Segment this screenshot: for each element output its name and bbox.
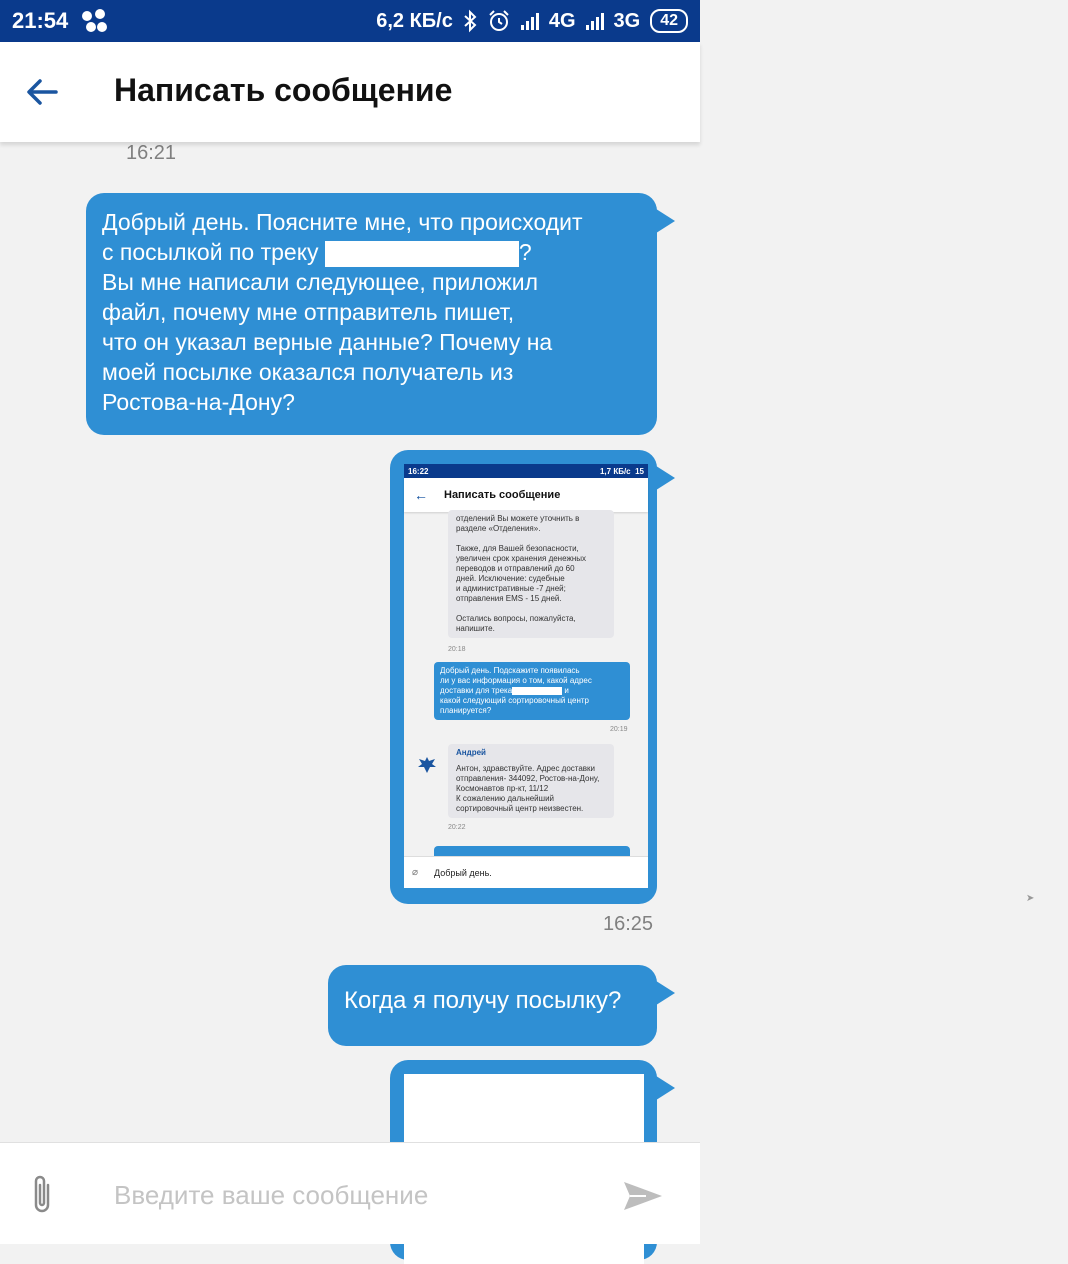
status-time: 21:54 [12,8,69,33]
paperclip-icon[interactable] [26,1173,58,1217]
composer-bar [0,1142,700,1244]
send-icon[interactable] [622,1179,664,1213]
redacted-tracking-number [325,241,519,267]
message-list[interactable] [0,142,1035,1142]
mini-input-bar: ⌀ Добрый день. ➤ [404,856,648,888]
outgoing-message[interactable] [328,965,657,1046]
mini-incoming-message: отделений Вы можете уточнить в разделе «Отделения». Также, для Вашей безопасности, увеличен срок хранения денежных переводов и отправлений до 60 дней. Исключение: судебные и административные -7 дней; отправления EMS - 15 дней. Остались вопросы, пожалуйста, напишите. [448,510,614,638]
mini-status-bar: 16:22 1,7 КБ/с 15 [404,464,648,478]
alarm-icon [487,9,511,33]
mini-redacted-tracking-number [512,687,562,695]
outgoing-message[interactable] [86,193,657,435]
mini-arrow-left-icon: ← [414,487,428,503]
page-title: Написать сообщение [114,72,453,108]
message-input[interactable] [114,1173,594,1217]
network-type-1: 4G [548,9,576,32]
mini-send-icon: ➤ [1026,893,1035,904]
eagle-emblem-icon [416,754,438,776]
message-time: 16:25 [603,913,654,935]
mini-outgoing-message: Добрый день. Подскажите появилась ли у вас информация о том, какой адрес доставки для трека и какой следующий сортировочный центр планируется? [434,662,630,720]
message-time: 16:21 [126,142,177,164]
mini-time: 20:18 [448,646,466,653]
outgoing-image-message[interactable] [390,450,1035,904]
mini-incoming-message: Андрей Антон, здравствуйте. Адрес доставки отправления- 344092, Ростов-на-Дону, Космонавтов пр-кт, 11/12 К сожалению дальнейший сортировочный центр неизвестен. [448,744,614,818]
message-text: Когда я получу посылку? [344,987,622,1014]
attached-screenshot[interactable] [404,464,1035,904]
bluetooth-icon [463,10,477,32]
mini-message-list [404,512,648,856]
network-speed: 6,2 КБ/с [376,9,453,32]
mini-paperclip-icon: ⌀ [412,867,419,878]
arrow-left-icon[interactable] [24,72,64,112]
mini-time: 20:22 [448,824,466,831]
message-text: Добрый день. Поясните мне, что происходит с посылкой по треку ? Вы мне написали следующее, приложил файл, почему мне отправитель пишет, что он указал верные данные? Почему на моей посылке оказался получатель из Ростова-на-Дону? [102,209,583,415]
status-bar [0,0,700,42]
app-bar [0,42,700,142]
signal-icon [521,12,539,30]
signal-icon-2 [586,12,604,30]
status-indicators [376,9,688,33]
app-notification-icon [82,9,108,33]
mini-time: 20:19 [610,726,628,733]
battery-indicator: 42 [650,9,688,33]
network-type-2: 3G [613,9,641,32]
mini-app-bar: ← Написать сообщение [404,478,648,512]
